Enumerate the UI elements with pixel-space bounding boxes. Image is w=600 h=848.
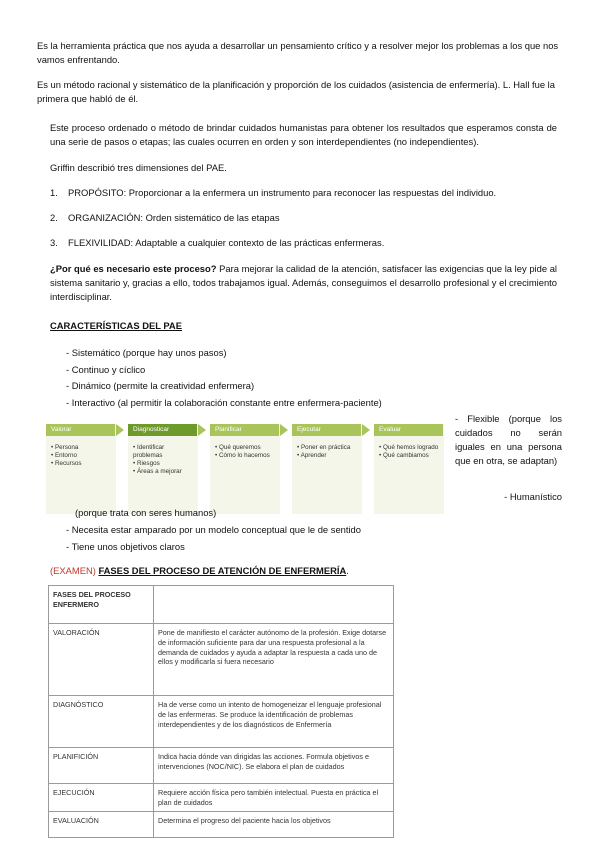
flexible-note: - Flexible (porque los cuidados no serán iguales en una persona que en otra, se adaptan) — [455, 413, 562, 467]
arrow-icon — [280, 424, 288, 436]
process-step-label: Valorar — [46, 424, 115, 436]
process-step-valorar — [46, 424, 116, 514]
phase-name: EJECUCIÓN — [49, 784, 154, 812]
process-step-item: • Persona — [51, 444, 113, 452]
process-step-ejecutar — [292, 424, 362, 514]
phase-name: PLANIFICIÓN — [49, 748, 154, 784]
process-step-evaluar — [374, 424, 444, 514]
characteristic-item: - Dinámico (permite la creatividad enfermera) — [66, 378, 466, 395]
process-step-label: Evaluar — [374, 424, 443, 436]
characteristics-list-more — [66, 522, 486, 555]
table-header-row — [49, 586, 394, 624]
table-header-cell: FASES DEL PROCESO ENFERMERO — [49, 586, 154, 624]
phases-heading: (EXAMEN) FASES DEL PROCESO DE ATENCIÓN DE ENFERMERÍA. — [50, 565, 349, 576]
dimension-item: 3. FLEXIVILIDAD: Adaptable a cualquier contexto de las prácticas enfermeras. — [50, 237, 385, 248]
phase-description: Indica hacia dónde van dirigidas las acciones. Formula objetivos e intervenciones (NOC/NIC). Se elabora el plan de cuidados — [154, 748, 394, 784]
characteristic-item: - Sistemático (porque hay unos pasos) — [66, 345, 466, 362]
phase-description: Determina el progreso del paciente hacia los objetivos — [154, 811, 394, 837]
characteristic-item: - Tiene unos objetivos claros — [66, 539, 486, 556]
characteristics-title: CARACTERÍSTICAS DEL PAE — [50, 320, 182, 331]
dimension-item: 1. PROPÓSITO: Proporcionar a la enfermera un instrumento para reconocer las respuestas del individuo. — [50, 187, 497, 198]
process-step-item: • Áreas a mejorar — [133, 468, 195, 476]
process-step-diagnosticar — [128, 424, 198, 514]
process-step-item: • Cómo lo hacemos — [215, 452, 277, 460]
why-paragraph — [50, 262, 557, 304]
phase-description: Ha de verse como un intento de homogeneizar el lenguaje profesional de las enfermeras. Se produce la identificación de problemas interdependientes y de los diagnósticos de Enfermería — [154, 696, 394, 748]
process-step-item: • Aprender — [297, 452, 359, 460]
characteristic-item: - Continuo y cíclico — [66, 362, 466, 379]
phase-name: DIAGNÓSTICO — [49, 696, 154, 748]
phase-name: VALORACIÓN — [49, 624, 154, 696]
process-step-item: • Qué cambiamos — [379, 452, 441, 460]
process-step-item: • Poner en práctica — [297, 444, 359, 452]
phase-description: Requiere acción física pero también intelectual. Puesta en práctica el plan de cuidados — [154, 784, 394, 812]
phases-table — [48, 585, 394, 838]
process-step-item: • Qué hemos logrado — [379, 444, 441, 452]
phase-name: EVALUACIÓN — [49, 811, 154, 837]
process-step-item: • Riesgos — [133, 460, 195, 468]
intro-paragraph-1: Es la herramienta práctica que nos ayuda a desarrollar un pensamiento crítico y a resolver mejor los problemas a los que nos vamos enfrentando. — [37, 40, 559, 66]
phases-title: FASES DEL PROCESO DE ATENCIÓN DE ENFERMERÍA — [98, 565, 347, 576]
arrow-icon — [362, 424, 370, 436]
intro-paragraph-3: Este proceso ordenado o método de brindar cuidados humanistas para obtener los resultados que esperamos consta de una serie de pasos o etapas; las cuales ocurren en orden y son interdependientes (no independientes). — [50, 122, 557, 148]
exam-tag: (EXAMEN) — [50, 565, 96, 576]
process-step-item: • Recursos — [51, 460, 113, 468]
process-step-item: • Qué queremos — [215, 444, 277, 452]
table-row — [49, 811, 394, 837]
why-question: ¿Por qué es necesario este proceso? — [50, 263, 217, 274]
table-row — [49, 748, 394, 784]
intro-paragraph-2: Es un método racional y sistemático de la planificación y proporción de los cuidados (asistencia de enfermería). L. Hall fue la primera que habló de él. — [37, 79, 555, 105]
table-row — [49, 696, 394, 748]
phase-description: Pone de manifiesto el carácter autónomo de la profesión. Exige dotarse de información suficiente para dar una respuesta profesional a la demanda de cuidados y ayuda a adaptar la respuesta a cada uno de ellos y modificarla si fuera necesario — [154, 624, 394, 696]
characteristic-item: - Interactivo (al permitir la colaboración constante entre enfermera-paciente) — [66, 395, 466, 412]
table-row — [49, 784, 394, 812]
process-step-label: Ejecutar — [292, 424, 361, 436]
process-step-label: Diagnosticar — [128, 424, 197, 436]
humanistic-continuation: (porque trata con seres humanos) — [75, 507, 217, 518]
dimension-item: 2. ORGANIZACIÓN: Orden sistemático de las etapas — [50, 212, 280, 223]
arrow-icon — [198, 424, 206, 436]
process-step-planificar — [210, 424, 280, 514]
process-step-item: • Entorno — [51, 452, 113, 460]
characteristics-list — [66, 345, 466, 411]
process-diagram — [46, 424, 446, 518]
table-header-cell — [154, 586, 394, 624]
process-step-label: Planificar — [210, 424, 279, 436]
griffin-paragraph: Griffin describió tres dimensiones del PAE. — [50, 162, 227, 173]
arrow-icon — [116, 424, 124, 436]
humanistic-note: - Humanístico — [504, 491, 562, 502]
characteristic-item: - Necesita estar amparado por un modelo conceptual que le de sentido — [66, 522, 486, 539]
why-answer: Para mejorar la calidad de la atención, satisfacer las exigencias que la ley pide al sistema sanitario y, gracias a ello, todos trabajamos igual. Además, conseguimos el desarrollo profesional y el crecimiento interdisciplinar. — [50, 263, 557, 303]
table-row — [49, 624, 394, 696]
process-step-item: • Identificar problemas — [133, 444, 195, 460]
dimensions-list — [50, 186, 560, 261]
